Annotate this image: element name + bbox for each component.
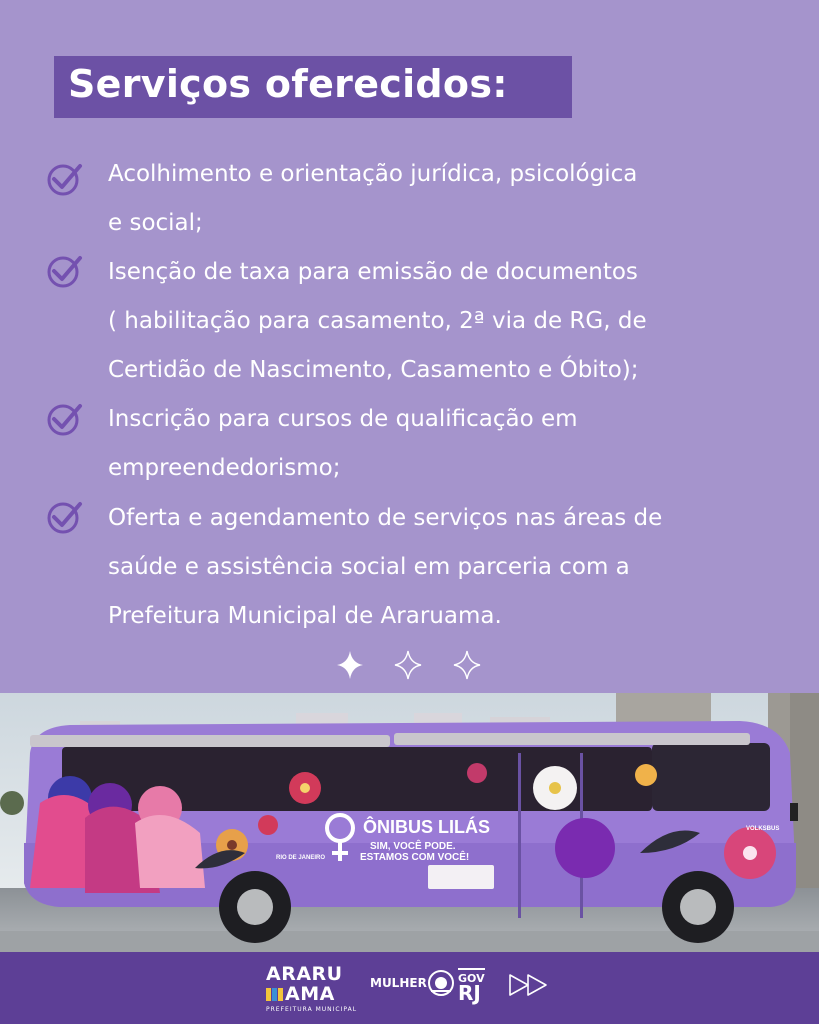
bus-slogan: ESTAMOS COM VOCÊ!	[360, 852, 470, 863]
item-line: Acolhimento e orientação jurídica, psicológica	[108, 161, 638, 187]
bus-state-label: RIO DE JANEIRO	[276, 855, 326, 861]
item-line: Prefeitura Municipal de Araruama.	[108, 603, 502, 629]
item-line: Isenção de taxa para emissão de documentos	[108, 259, 638, 285]
double-arrow-icon[interactable]	[506, 972, 554, 998]
page-title: Serviços oferecidos:	[68, 62, 508, 106]
check-circle-icon	[46, 402, 84, 436]
item-line: ( habilitação para casamento, 2ª via de RG, de	[108, 308, 647, 334]
item-line: e social;	[108, 210, 203, 236]
gov-label: GOV	[458, 968, 485, 986]
check-circle-icon	[46, 162, 84, 196]
bus-title: ÔNIBUS LILÁS	[363, 817, 491, 837]
state-seal-icon	[427, 969, 455, 997]
sparkle-icon	[395, 651, 421, 679]
bus-photo	[0, 693, 819, 952]
sparkle-icon	[454, 651, 480, 679]
check-circle-icon	[46, 500, 84, 534]
bus-slogan: SIM, VOCÊ PODE.	[370, 841, 456, 852]
sparkle-icon	[337, 651, 363, 679]
logo-line: ARARU	[266, 963, 343, 985]
item-line: saúde e assistência social em parceria com a	[108, 554, 630, 580]
item-line: empreendedorismo;	[108, 455, 341, 481]
item-line: Oferta e agendamento de serviços nas áreas de	[108, 505, 663, 531]
check-circle-icon	[46, 254, 84, 288]
title-banner	[54, 56, 572, 118]
logo-subtitle: PREFEITURA MUNICIPAL	[266, 1006, 358, 1013]
item-line: Inscrição para cursos de qualificação em	[108, 406, 578, 432]
logo-blocks-icon	[266, 988, 283, 1001]
footer	[0, 952, 819, 1024]
gov-rj-logo	[458, 968, 485, 1005]
mulher-label: MULHER	[370, 976, 427, 990]
logo-line: AMA	[285, 983, 335, 1005]
bus-brand: VOLKSBUS	[746, 826, 780, 832]
rj-label: RJ	[458, 981, 481, 1005]
item-line: Certidão de Nascimento, Casamento e Óbito);	[108, 357, 639, 383]
sparkles-decoration	[334, 648, 494, 682]
araruama-logo	[266, 963, 358, 1016]
